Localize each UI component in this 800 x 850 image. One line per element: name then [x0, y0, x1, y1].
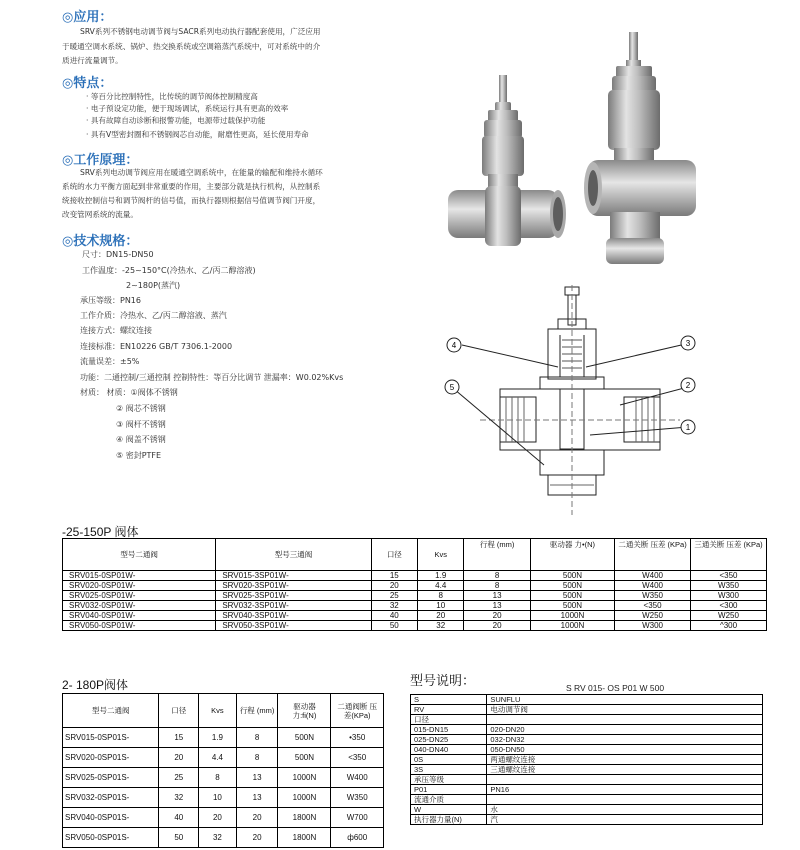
table3-row [411, 775, 763, 785]
table2-row-cell: 50 [159, 828, 199, 848]
feature-item: · 具有故障自动诊断和报警功能，电源带过载保护功能 [86, 116, 266, 125]
table3-row [411, 735, 763, 745]
table2-row-cell: 20 [236, 808, 278, 828]
table1-row-cell: 8 [418, 591, 464, 601]
model-code-example: S RV 015- OS P01 W 500 [566, 683, 665, 693]
table2-row-cell: 1.9 [199, 728, 237, 748]
table2-row-cell: 1800N [278, 828, 331, 848]
table2-row-cell: 10 [199, 788, 237, 808]
table2-row-cell: 13 [236, 768, 278, 788]
table1-row-cell: SRV050-3SP01W- [216, 621, 371, 631]
table1-row-cell: 20 [371, 581, 417, 591]
application-title: ◎应用： [62, 10, 113, 25]
table1-row [63, 581, 767, 591]
table1-row-cell: W350 [615, 591, 691, 601]
specs-title: ◎技术规格： [62, 234, 139, 249]
table1-row-cell: 500N [530, 571, 614, 581]
table1-header: 型号三通阀 [216, 539, 371, 571]
table1-row-cell: 13 [464, 591, 530, 601]
table3-row [411, 705, 763, 715]
table3-row-cell: 两通螺纹连接 [487, 755, 763, 765]
principle-line: 系统的水力平衡方面起到非常重要的作用，主要部分就是执行机构，从控制系 [62, 182, 321, 191]
table1-row-cell: 13 [464, 601, 530, 611]
table2-row-cell: <350 [331, 748, 384, 768]
table1-row-cell: 1.9 [418, 571, 464, 581]
table1 [62, 538, 767, 631]
table1-row-cell: SRV025-3SP01W- [216, 591, 371, 601]
table2-row-cell: 1800N [278, 808, 331, 828]
table1-row-cell: ^300 [691, 621, 767, 631]
table2-header: 型号二通阀 [63, 694, 159, 728]
table1-row-cell: SRV025-0SP01W- [63, 591, 216, 601]
table1-row-cell: W250 [615, 611, 691, 621]
table1-row-cell: <350 [691, 571, 767, 581]
table2-row-cell: 32 [159, 788, 199, 808]
table1-row-cell: W350 [691, 581, 767, 591]
application-line: 于暖通空调水系统、锅炉、热交换系统或空调箱蒸汽系统中，可对系统中的介 [62, 42, 321, 51]
table1-header: 二通关断 压差 (KPa) [615, 539, 691, 571]
table1-row-cell: W400 [615, 581, 691, 591]
table1-header: 三通关断 压差 (KPa) [691, 539, 767, 571]
table3-row [411, 755, 763, 765]
table3-row-cell: 电动调节阀 [487, 705, 763, 715]
table1-row-cell: 15 [371, 571, 417, 581]
table1-row-cell: SRV020-0SP01W- [63, 581, 216, 591]
valve-product-photo [440, 30, 730, 280]
table1-row-cell: <350 [615, 601, 691, 611]
table2-row-cell: 4.4 [199, 748, 237, 768]
table3-row-cell: 口径 [411, 715, 487, 725]
table3-row [411, 725, 763, 735]
table1-header-row [63, 539, 767, 571]
table3-row [411, 715, 763, 725]
table2-row-cell: 20 [236, 828, 278, 848]
table2-row [63, 808, 384, 828]
table3-row-cell: 050-DN50 [487, 745, 763, 755]
table1-header: 型号二通阀 [63, 539, 216, 571]
table2-row [63, 748, 384, 768]
table1-row-cell: SRV015-3SP01W- [216, 571, 371, 581]
table1-header: 口径 [371, 539, 417, 571]
table2-row-cell: SRV040-0SP01S- [63, 808, 159, 828]
callout-1: 1 [685, 423, 691, 432]
table1-row-cell: SRV032-3SP01W- [216, 601, 371, 611]
table2-header: 二通阀断 压 差(KPa) [331, 694, 384, 728]
table1-row-cell: 1000N [530, 611, 614, 621]
table2-row-cell: 15 [159, 728, 199, 748]
table2-row-cell: •350 [331, 728, 384, 748]
table2-row-cell: 20 [199, 808, 237, 828]
table1-row-cell: 20 [464, 621, 530, 631]
table1-row-cell: 32 [418, 621, 464, 631]
principle-title: ◎工作原理： [62, 153, 139, 168]
table1-row-cell: 1000N [530, 621, 614, 631]
table3-row [411, 795, 763, 805]
table1-row [63, 571, 767, 581]
table3-row-cell: SUNFLU [487, 695, 763, 705]
table1-header: 驱动器 力•(N) [530, 539, 614, 571]
table3-row-cell: 3S [411, 765, 487, 775]
table2-row [63, 768, 384, 788]
table1-heading: -25-150P 阀体 [62, 525, 139, 539]
principle-line: 统接收控制信号和调节阀杆的信号值，而执行器则根据信号值调节阀门开度， [62, 196, 321, 205]
table2-row-cell: 20 [159, 748, 199, 768]
table2-header: Kvs [199, 694, 237, 728]
table1-row-cell: 20 [464, 611, 530, 621]
table3-row-cell: W [411, 805, 487, 815]
spec-line: 材质： 材质：①阀体不锈钢 [80, 388, 178, 397]
table3-row [411, 695, 763, 705]
table2-row-cell: W700 [331, 808, 384, 828]
table2-row-cell: SRV032-0SP01S- [63, 788, 159, 808]
table2-row [63, 828, 384, 848]
table2-row-cell: 40 [159, 808, 199, 828]
table2-row-cell: 8 [236, 748, 278, 768]
application-line: 质进行流量调节。 [62, 56, 123, 65]
table3-row [411, 765, 763, 775]
table3-row-cell: 水 [487, 805, 763, 815]
application-line: SRV系列不锈钢电动调节阀与SACR系列电动执行器配套使用，广泛应用 [80, 27, 321, 36]
table3-row-cell: 汽 [487, 815, 763, 825]
table1-row-cell: 8 [464, 571, 530, 581]
table1-row-cell: W300 [691, 591, 767, 601]
table3-row [411, 785, 763, 795]
spec-line: 工作介质：冷热水、乙/丙二醇溶液、蒸汽 [80, 311, 227, 320]
callout-3: 3 [685, 339, 691, 348]
table2-header-row [63, 694, 384, 728]
table2-row-cell: 25 [159, 768, 199, 788]
table2-row-cell: SRV020-0SP01S- [63, 748, 159, 768]
table2-row-cell: 8 [199, 768, 237, 788]
callout-5: 5 [449, 383, 455, 392]
table3-row [411, 745, 763, 755]
table1-row-cell: 40 [371, 611, 417, 621]
table3 [410, 694, 763, 825]
table2-row-cell: SRV025-0SP01S- [63, 768, 159, 788]
table3-row-cell: 032-DN32 [487, 735, 763, 745]
table2-row-cell: SRV015-0SP01S- [63, 728, 159, 748]
table3-row-cell: RV [411, 705, 487, 715]
table1-row-cell: 500N [530, 591, 614, 601]
table3-row-cell: 015-DN15 [411, 725, 487, 735]
table2-row-cell: 1000N [278, 788, 331, 808]
table3-row-cell: P01 [411, 785, 487, 795]
table2-heading: 2- 180P阀体 [62, 678, 129, 692]
table3-row-cell: 三通螺纹连接 [487, 765, 763, 775]
table1-row-cell: 500N [530, 601, 614, 611]
table2-row-cell: W350 [331, 788, 384, 808]
table2-row-cell: 13 [236, 788, 278, 808]
table1-row-cell: 32 [371, 601, 417, 611]
spec-line: 承压等级：PN16 [80, 296, 141, 305]
table2-row [63, 788, 384, 808]
table1-row-cell: SRV032-0SP01W- [63, 601, 216, 611]
two-way-valve-image [448, 75, 566, 246]
spec-line: 连接方式：螺纹连接 [80, 326, 152, 335]
table3-row-cell: 020-DN20 [487, 725, 763, 735]
principle-line: SRV系列电动调节阀应用在暖通空调系统中，在能量的输配和维持水循环 [80, 168, 323, 177]
table3-row-cell: S [411, 695, 487, 705]
spec-line: ⑤ 密封PTFE [116, 451, 162, 460]
table2-row-cell: 500N [278, 728, 331, 748]
table3-row-cell [487, 775, 763, 785]
table3-row-cell: 0S [411, 755, 487, 765]
table1-header: 行程 (mm) [464, 539, 530, 571]
table3-row-cell: 流通介质 [411, 795, 487, 805]
spec-line: 功能：二通控制/三通控制 控制特性：等百分比调节 泄漏率：W0.02%Kvs [80, 373, 344, 382]
table1-row-cell: 4.4 [418, 581, 464, 591]
table2-row-cell: 1000N [278, 768, 331, 788]
table2-row-cell: ф600 [331, 828, 384, 848]
table1-row-cell: SRV050-0SP01W- [63, 621, 216, 631]
features-title: ◎特点： [62, 76, 113, 91]
table2-header: 行程 (mm) [236, 694, 278, 728]
feature-item: · 具有V型密封圈和不锈钢阀芯自动能，耐磨性更高，延长使用寿命 [86, 130, 309, 139]
table1-row-cell: 50 [371, 621, 417, 631]
table2 [62, 693, 384, 848]
table1-row-cell: SRV020-3SP01W- [216, 581, 371, 591]
spec-line: 连接标准：EN10226 GB/T 7306.1-2000 [80, 342, 233, 351]
table3-heading: 型号说明： [410, 673, 476, 688]
principle-line: 改变管网系统的流量。 [62, 210, 138, 219]
table3-row-cell [487, 795, 763, 805]
table2-row-cell: W400 [331, 768, 384, 788]
table1-row-cell: 8 [464, 581, 530, 591]
table1-row-cell: 500N [530, 581, 614, 591]
spec-line: ③ 阀杆不锈钢 [116, 420, 166, 429]
table2-row-cell: 32 [199, 828, 237, 848]
callout-4: 4 [451, 341, 457, 350]
spec-line: ② 阀芯不锈钢 [116, 404, 166, 413]
table1-row-cell: W300 [615, 621, 691, 631]
table2-row-cell: SRV050-0SP01S- [63, 828, 159, 848]
table1-header: Kvs [418, 539, 464, 571]
table2-row-cell: 500N [278, 748, 331, 768]
table2-header: 口径 [159, 694, 199, 728]
table1-row [63, 591, 767, 601]
table1-row-cell: SRV040-3SP01W- [216, 611, 371, 621]
table3-row [411, 815, 763, 825]
table3-row [411, 805, 763, 815]
table2-header: 驱动器 力:fi(N) [278, 694, 331, 728]
spec-line: 2~180P(蒸汽) [126, 281, 181, 290]
table3-row-cell: 025-DN25 [411, 735, 487, 745]
table1-row-cell: SRV015-0SP01W- [63, 571, 216, 581]
table3-row-cell: 040-DN40 [411, 745, 487, 755]
valve-cross-section-drawing [440, 285, 710, 520]
table1-row-cell: SRV040-0SP01W- [63, 611, 216, 621]
table1-row-cell: W400 [615, 571, 691, 581]
table1-row-cell: <300 [691, 601, 767, 611]
table1-row-cell: 25 [371, 591, 417, 601]
table2-row-cell: 8 [236, 728, 278, 748]
table3-row-cell: PN16 [487, 785, 763, 795]
table3-row-cell: 执行器力量(N) [411, 815, 487, 825]
feature-item: · 等百分比控制特性，比传统的调节阀体控制精度高 [86, 92, 258, 101]
table1-row-cell: 10 [418, 601, 464, 611]
spec-line: 流量误差：±5% [80, 357, 140, 366]
feature-item: · 电子预设定功能，便于现场调试，系统运行具有更高的效率 [86, 104, 289, 113]
table1-row [63, 601, 767, 611]
table1-row-cell: W250 [691, 611, 767, 621]
table3-row-cell: 承压等级 [411, 775, 487, 785]
table1-row [63, 611, 767, 621]
table1-row [63, 621, 767, 631]
table2-row [63, 728, 384, 748]
spec-line: ④ 阀盖不锈钢 [116, 435, 166, 444]
callout-2: 2 [685, 381, 691, 390]
table1-row-cell: 20 [418, 611, 464, 621]
spec-line: 工作温度：-25~150°C(冷热水、乙/丙二醇溶液) [82, 266, 256, 275]
spec-line: 尺寸：DN15-DN50 [82, 250, 154, 259]
table3-row-cell [487, 715, 763, 725]
three-way-valve-image [584, 32, 696, 264]
